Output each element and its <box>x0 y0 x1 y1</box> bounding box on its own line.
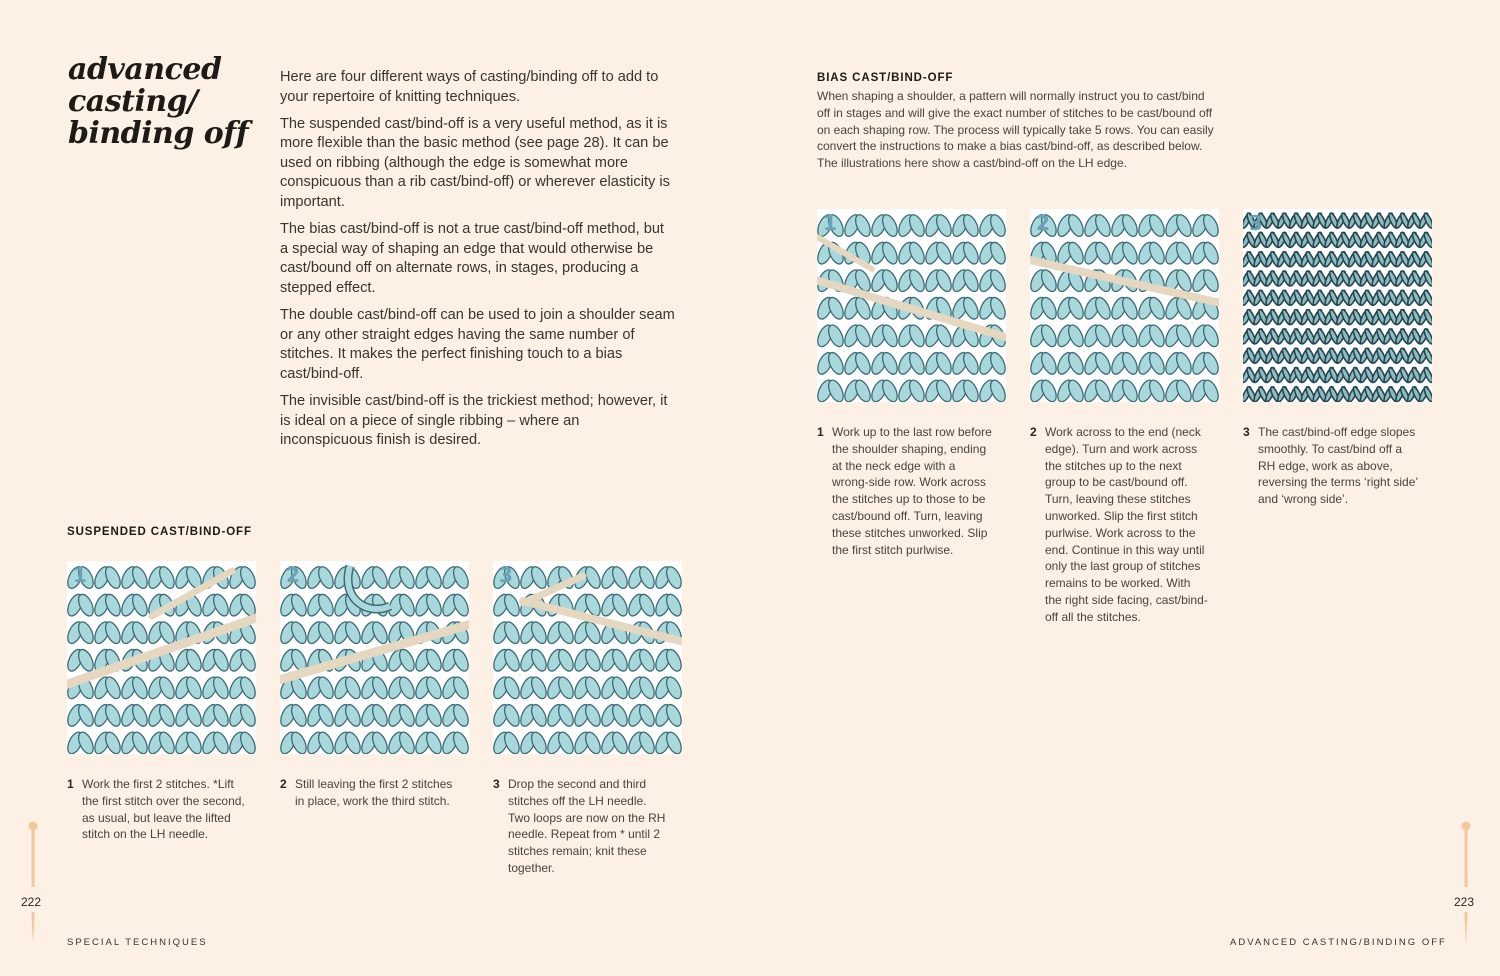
title-line-3: binding off <box>68 116 249 151</box>
step-number: 3 <box>493 777 500 791</box>
page-title <box>68 54 268 150</box>
step-text: The cast/bind-off edge slopes smoothly. To cast/bind off a RH edge, work as above, reversing the terms ‘right side’ and ‘wrong side’. <box>1258 425 1418 507</box>
left-running-head: SPECIAL TECHNIQUES <box>67 937 208 948</box>
stitch-fabric <box>1243 212 1432 402</box>
stitch-fabric <box>1030 213 1219 402</box>
needle-marker-icon <box>1461 820 1471 945</box>
bias-description: When shaping a shoulder, a pattern will normally instruct you to cast/bind off in stages and will give the exact number of stitches to be cast/bound off on each shaping row. The process will typically take 5 rows. You can easily convert the instructions to make a bias cast/bind-off, as described below. The illustrations here show a cast/bind-off on the LH edge. <box>817 89 1214 171</box>
bias-step-2 <box>1030 424 1208 626</box>
intro-paragraph: The double cast/bind-off can be used to join a shoulder seam or any other straight edges having the same number of stitches. It makes the perfect finishing touch to a bias cast/bind-off. <box>280 307 675 382</box>
illustration-step-number: 3 <box>499 563 513 587</box>
intro-paragraph: The suspended cast/bind-off is a very useful method, as it is more flexible than the basic method (see page 28). It can be used on ribbing (although the edge is somewhat more conspicuous than a rib cast/bind-off) or wherever elasticity is important. <box>280 115 670 211</box>
bias-illustration-3 <box>1243 209 1432 402</box>
illustration-step-number: 1 <box>823 211 837 235</box>
knitting-stitches-image <box>1030 209 1219 402</box>
suspended-illustration-2 <box>280 561 469 754</box>
right-running-head: ADVANCED CASTING/BINDING OFF <box>1230 937 1447 948</box>
illustration-step-number: 1 <box>73 563 87 587</box>
title-line-2: casting/ <box>68 84 198 119</box>
suspended-step-1 <box>67 776 245 843</box>
intro-paragraph: The invisible cast/bind-off is the trickiest method; however, it is ideal on a piece of single ribbing – where an inconspicuous finish is desired. <box>280 392 668 449</box>
step-text: Work the first 2 stitches. *Lift the first stitch over the second, as usual, but leave the lifted stitch on the LH needle. <box>82 777 245 842</box>
step-text: Work across to the end (neck edge). Turn and work across the stitches up to the next group to be cast/bound off. Turn, leaving these stitches unworked. Slip the first stitch purlwise. Work across to the end. Continue in this way until only the last group of stitches remains to be worked. With the right side facing, cast/bind-off all the stitches. <box>1045 425 1208 624</box>
bias-illustration-2 <box>1030 209 1219 402</box>
suspended-heading: SUSPENDED CAST/BIND-OFF <box>67 526 252 538</box>
suspended-illustration-3 <box>493 561 682 754</box>
stitch-fabric <box>67 565 256 754</box>
knitting-stitches-image <box>280 561 469 754</box>
step-number: 2 <box>280 777 287 791</box>
bias-step-1 <box>817 424 995 558</box>
title-line-1: advanced <box>68 52 222 87</box>
stitch-fabric <box>280 565 469 754</box>
step-number: 1 <box>817 425 824 439</box>
illustration-step-number: 2 <box>286 563 300 587</box>
bias-illustration-1 <box>817 209 1006 402</box>
intro-paragraph: The bias cast/bind-off is not a true cast/bind-off method, but a special way of shaping an edge that would otherwise be cast/bound off on alternate rows, in stages, producing a stepped effect. <box>280 221 664 296</box>
step-number: 2 <box>1030 425 1037 439</box>
suspended-step-2 <box>280 776 458 810</box>
bias-step-3 <box>1243 424 1421 508</box>
step-text: Drop the second and third stitches off the LH needle. Two loops are now on the RH needle. Repeat from * until 2 stitches remain; knit these together. <box>508 777 666 875</box>
left-page-number: 222 <box>21 895 42 909</box>
illustration-step-number: 2 <box>1036 211 1050 235</box>
knitting-stitches-image <box>67 561 256 754</box>
intro-paragraph: Here are four different ways of casting/binding off to add to your repertoire of knitting techniques. <box>280 69 659 105</box>
bias-heading: BIAS CAST/BIND-OFF <box>817 72 954 84</box>
step-number: 1 <box>67 777 74 791</box>
stitch-fabric <box>493 565 682 754</box>
step-text: Still leaving the first 2 stitches in place, work the third stitch. <box>295 777 453 808</box>
illustration-step-number: 3 <box>1249 211 1263 235</box>
step-text: Work up to the last row before the shoulder shaping, ending at the neck edge with a wrong-side row. Work across the stitches up to those to be cast/bound off. Turn, leaving these stitches unworked. Slip the first stitch purlwise. <box>832 425 992 557</box>
needle-marker-icon <box>28 820 38 945</box>
intro-text <box>280 68 675 458</box>
knitting-stitches-image <box>1243 209 1432 402</box>
right-page-number: 223 <box>1454 895 1475 909</box>
suspended-illustration-1 <box>67 561 256 754</box>
suspended-step-3 <box>493 776 671 877</box>
knitting-stitches-image <box>817 209 1006 402</box>
step-number: 3 <box>1243 425 1250 439</box>
knitting-stitches-image <box>493 561 682 754</box>
